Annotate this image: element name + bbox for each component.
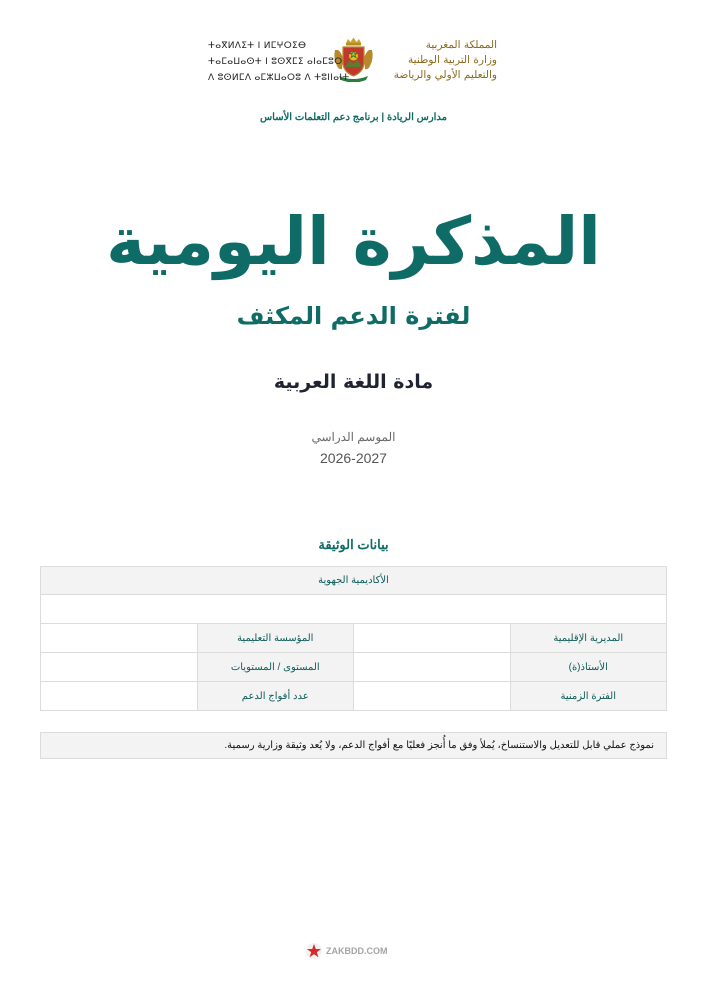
institution-label: المؤسسة التعليمية	[197, 624, 354, 653]
directorate-value-field[interactable]	[354, 624, 511, 653]
ministry-ar-line-3: والتعليم الأولي والرياضة	[393, 69, 497, 81]
season-year: 2026-2027	[320, 450, 387, 466]
ministry-ar-line-2: وزارة التربية الوطنية	[408, 54, 497, 66]
table-row	[41, 682, 667, 711]
subject-heading: مادة اللغة العربية	[273, 371, 434, 393]
season-label: الموسم الدراسي	[311, 430, 396, 444]
period-label: الفترة الزمنية	[510, 682, 667, 711]
groups-count-value-field[interactable]	[41, 682, 198, 711]
table-row	[41, 567, 667, 595]
teacher-label: الأستاذ(ة)	[510, 653, 667, 682]
table-row	[41, 653, 667, 682]
document-info-table	[40, 566, 667, 711]
ministry-ar-line-1: المملكة المغربية	[425, 39, 497, 51]
table-row	[41, 595, 667, 624]
page-title: المذكرة اليومية	[106, 203, 601, 280]
footer-brand[interactable]: ZAKBDD.COM	[326, 946, 388, 956]
page-subtitle: لفترة الدعم المكثف	[236, 302, 471, 330]
disclaimer-note: نموذج عملي قابل للتعديل والاستنساخ، يُملأ وفق ما أُنجز فعليًا مع أفواج الدعم، ولا يُعد وثيقة وزارية رسمية.	[40, 732, 667, 759]
academy-value-field[interactable]	[41, 595, 667, 624]
levels-value-field[interactable]	[41, 653, 198, 682]
ministry-name-tifinagh	[208, 38, 349, 86]
directorate-label: المديرية الإقليمية	[510, 624, 667, 653]
ministry-tz-line-2: ⵜⴰⵎⴰⵡⴰⵙⵜ ⵏ ⵓⵙⴳⵎⵉ ⴰⵏⴰⵎⵓⵔ	[208, 57, 343, 67]
teacher-value-field[interactable]	[354, 653, 511, 682]
groups-count-label: عدد أفواج الدعم	[197, 682, 354, 711]
institution-value-field[interactable]	[41, 624, 198, 653]
document-info-title: بيانات الوثيقة	[318, 537, 389, 552]
star-logo-icon	[305, 942, 323, 960]
program-line: مدارس الريادة | برنامج دعم التعلمات الأساس	[259, 112, 448, 123]
ministry-tz-line-1: ⵜⴰⴳⵍⴷⵉⵜ ⵏ ⵍⵎⵖⵔⵉⴱ	[208, 41, 307, 51]
table-row	[41, 624, 667, 653]
ministry-name-arabic	[394, 38, 497, 83]
footer	[0, 942, 707, 962]
ministry-tz-line-3: ⴷ ⵓⵙⵍⵎⴷ ⴰⵎⵣⵡⴰⵔⵓ ⴷ ⵜⵓⵏⵏⴰⵏⵜ	[208, 73, 350, 83]
academy-label: الأكاديمية الجهوية	[41, 567, 667, 595]
period-value-field[interactable]	[354, 682, 511, 711]
levels-label: المستوى / المستويات	[197, 653, 354, 682]
header	[0, 36, 707, 86]
